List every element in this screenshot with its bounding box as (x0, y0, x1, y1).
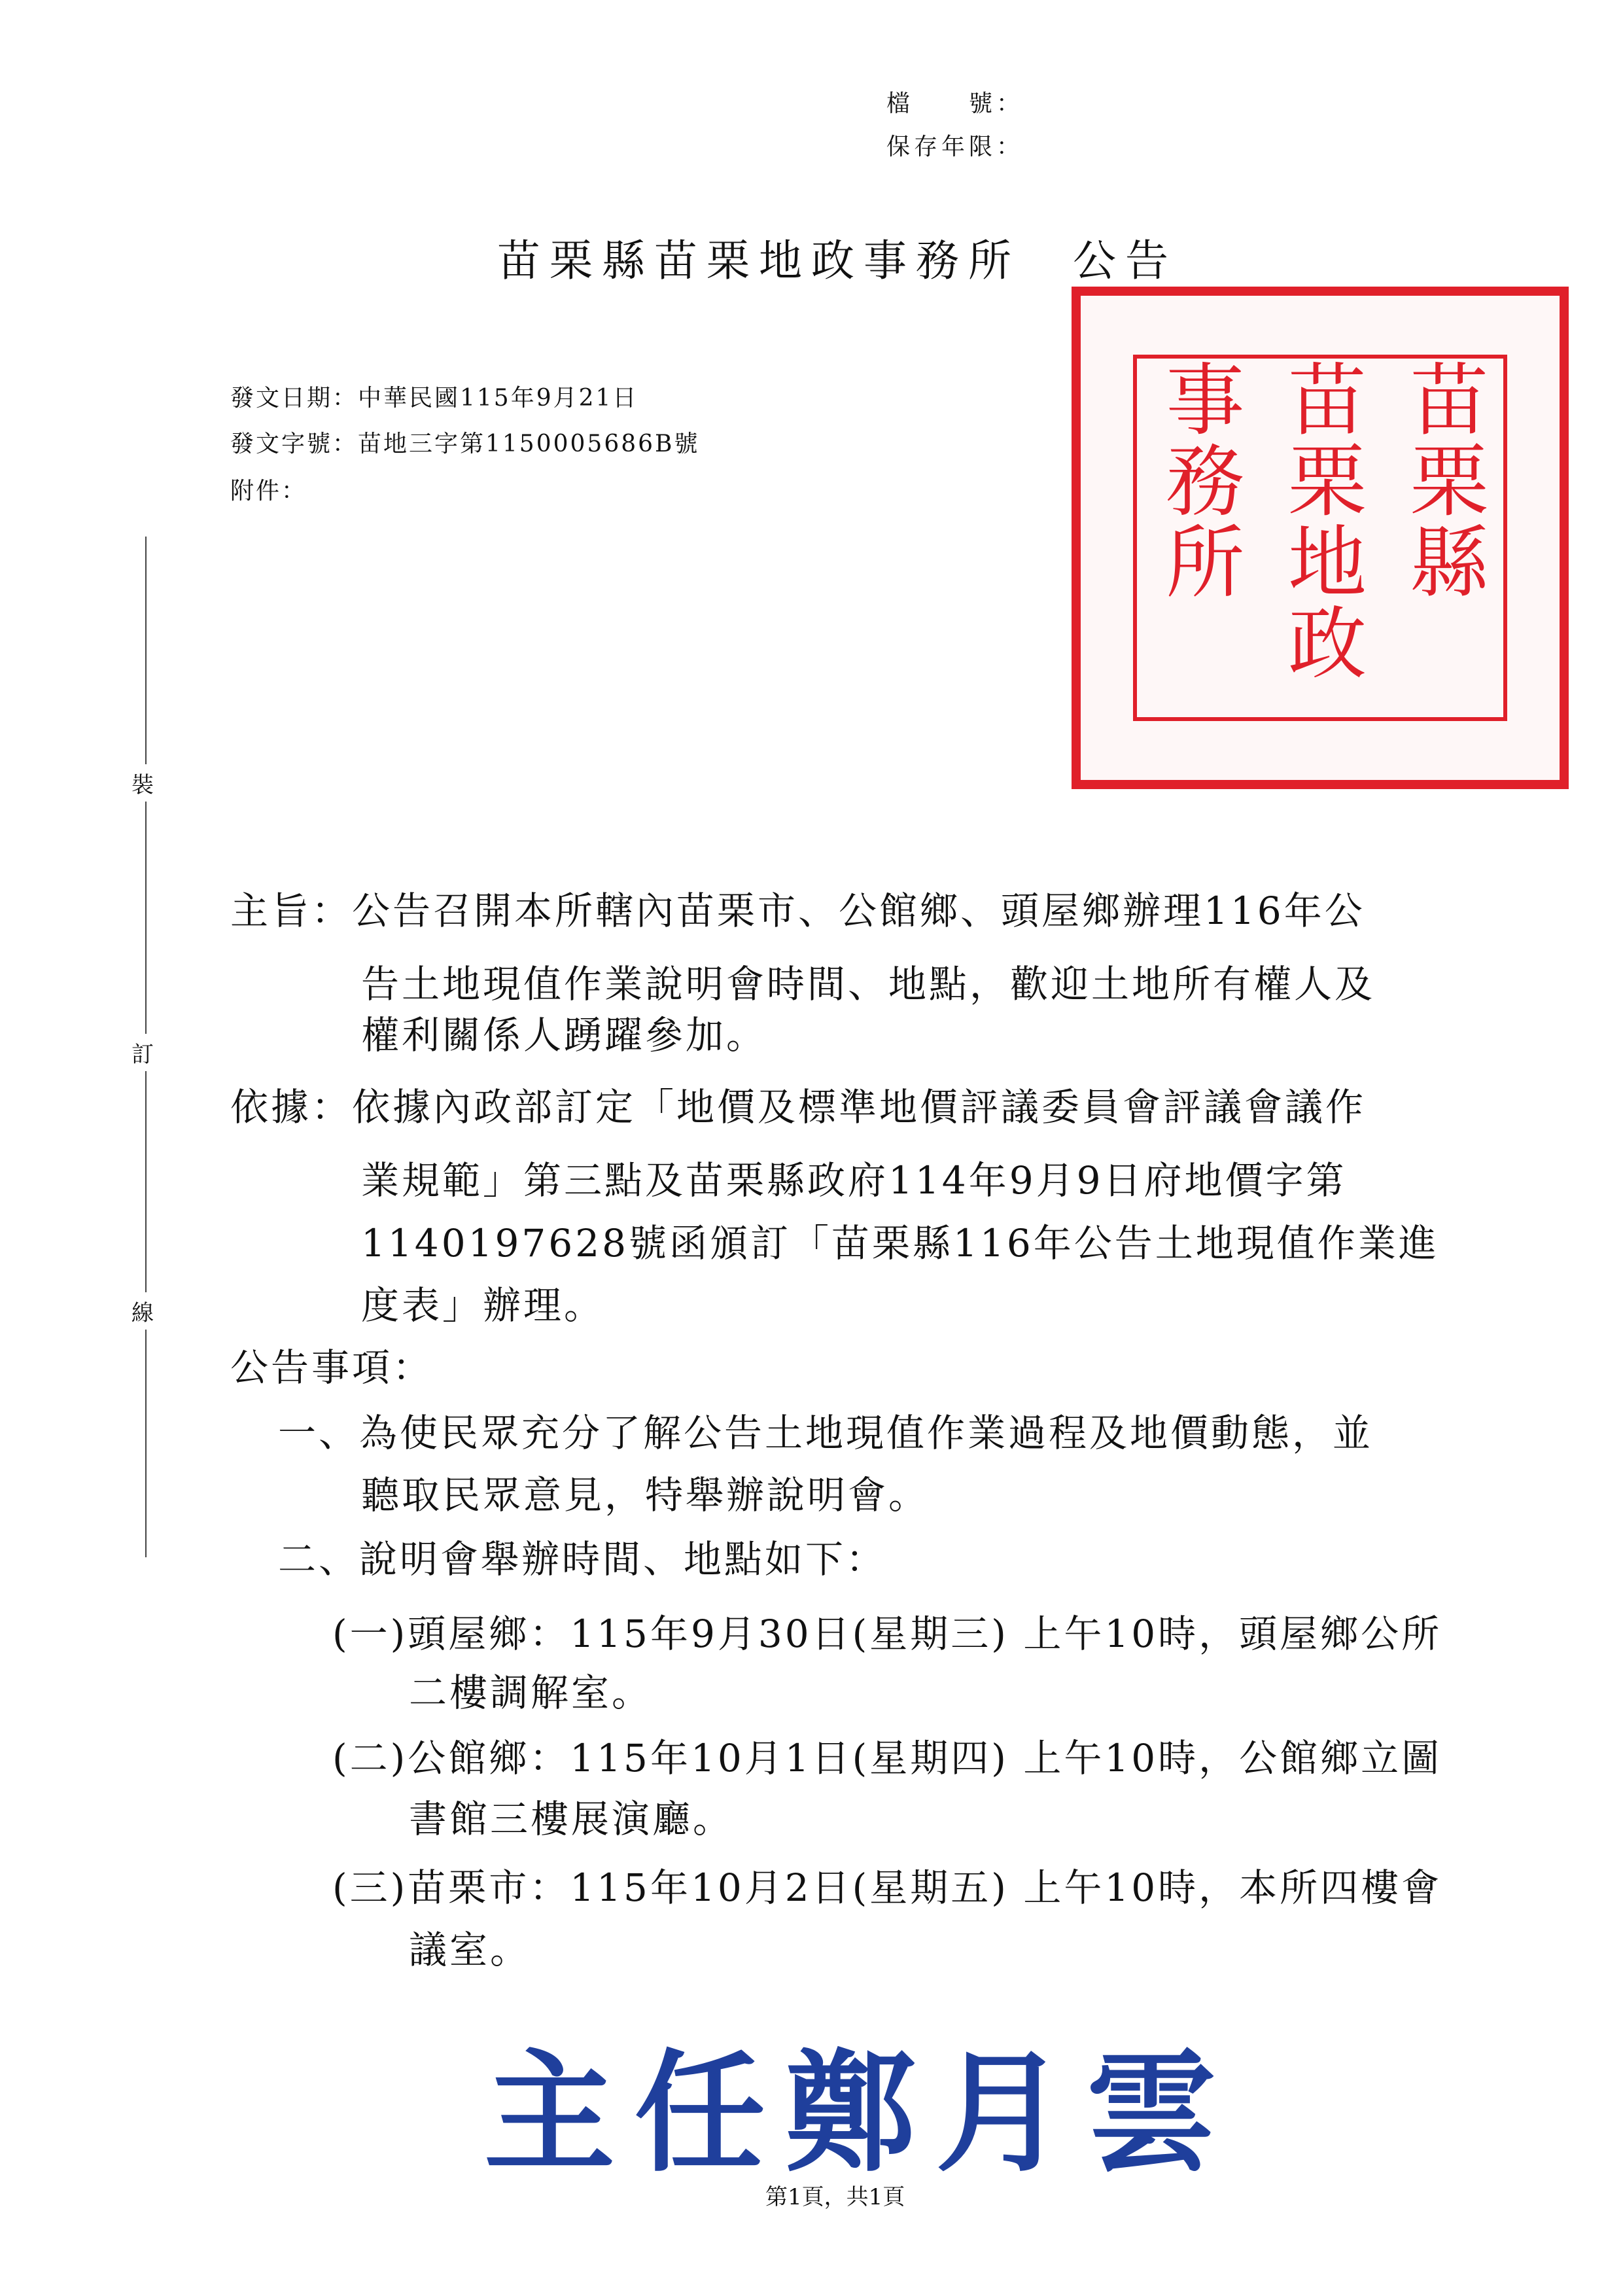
seal-column: 苗栗地政 (1274, 359, 1366, 683)
document-title: 苗栗縣苗栗地政事務所 公告 (497, 236, 1178, 286)
session-miaoli-venue: 議室。 (409, 1928, 531, 1972)
retention-period-label: 保存年限： (886, 133, 1024, 160)
director-signature: 主任鄭月雲 (484, 2036, 1237, 2190)
binding-mark-ding: 訂 (131, 1034, 154, 1071)
official-seal (1072, 287, 1569, 789)
subject-line: 權利關係人踴躍參加。 (361, 1013, 767, 1057)
basis-line: 依據：依據內政部訂定「地價及標準地價評議委員會評議會議作 (230, 1085, 1367, 1129)
subject-line: 告土地現值作業說明會時間、地點，歡迎土地所有權人及 (361, 962, 1376, 1006)
item-one-line: 聽取民眾意見，特舉辦說明會。 (361, 1473, 930, 1517)
document-number: 發文字號：苗地三字第1150005686B號 (230, 431, 700, 457)
basis-line: 業規範」第三點及苗栗縣政府114年9月9日府地價字第 (361, 1158, 1347, 1203)
binding-mark-zhuang: 裝 (131, 764, 154, 802)
session-toucheng: (一)頭屋鄉：115年9月30日(星期三) 上午10時，頭屋鄉公所 (332, 1612, 1442, 1656)
basis-line: 1140197628號函頒訂「苗栗縣116年公告土地現值作業進 (361, 1221, 1439, 1265)
binding-mark-xian: 線 (131, 1292, 154, 1330)
session-gongguan: (二)公館鄉：115年10月1日(星期四) 上午10時，公館鄉立圖 (332, 1736, 1442, 1780)
attachment-label: 附件： (230, 478, 307, 504)
subject-line: 主旨：公告召開本所轄內苗栗市、公館鄉、頭屋鄉辦理116年公 (230, 889, 1365, 933)
seal-column: 苗栗縣 (1397, 359, 1488, 602)
session-toucheng-venue: 二樓調解室。 (409, 1670, 653, 1715)
announcement-items-heading: 公告事項： (230, 1345, 434, 1390)
issue-date: 發文日期：中華民國115年9月21日 (230, 385, 638, 412)
item-one-line: 一、為使民眾充分了解公告土地現值作業過程及地價動態，並 (278, 1411, 1374, 1455)
session-miaoli: (三)苗栗市：115年10月2日(星期五) 上午10時，本所四樓會 (332, 1865, 1442, 1910)
basis-line: 度表」辦理。 (361, 1283, 605, 1328)
file-number-label: 檔 號： (886, 90, 1024, 117)
session-gongguan-venue: 書館三樓展演廳。 (409, 1797, 734, 1841)
page-number: 第1頁，共1頁 (765, 2184, 905, 2210)
item-two: 二、說明會舉辦時間、地點如下： (278, 1537, 887, 1581)
seal-column: 事務所 (1153, 359, 1244, 602)
